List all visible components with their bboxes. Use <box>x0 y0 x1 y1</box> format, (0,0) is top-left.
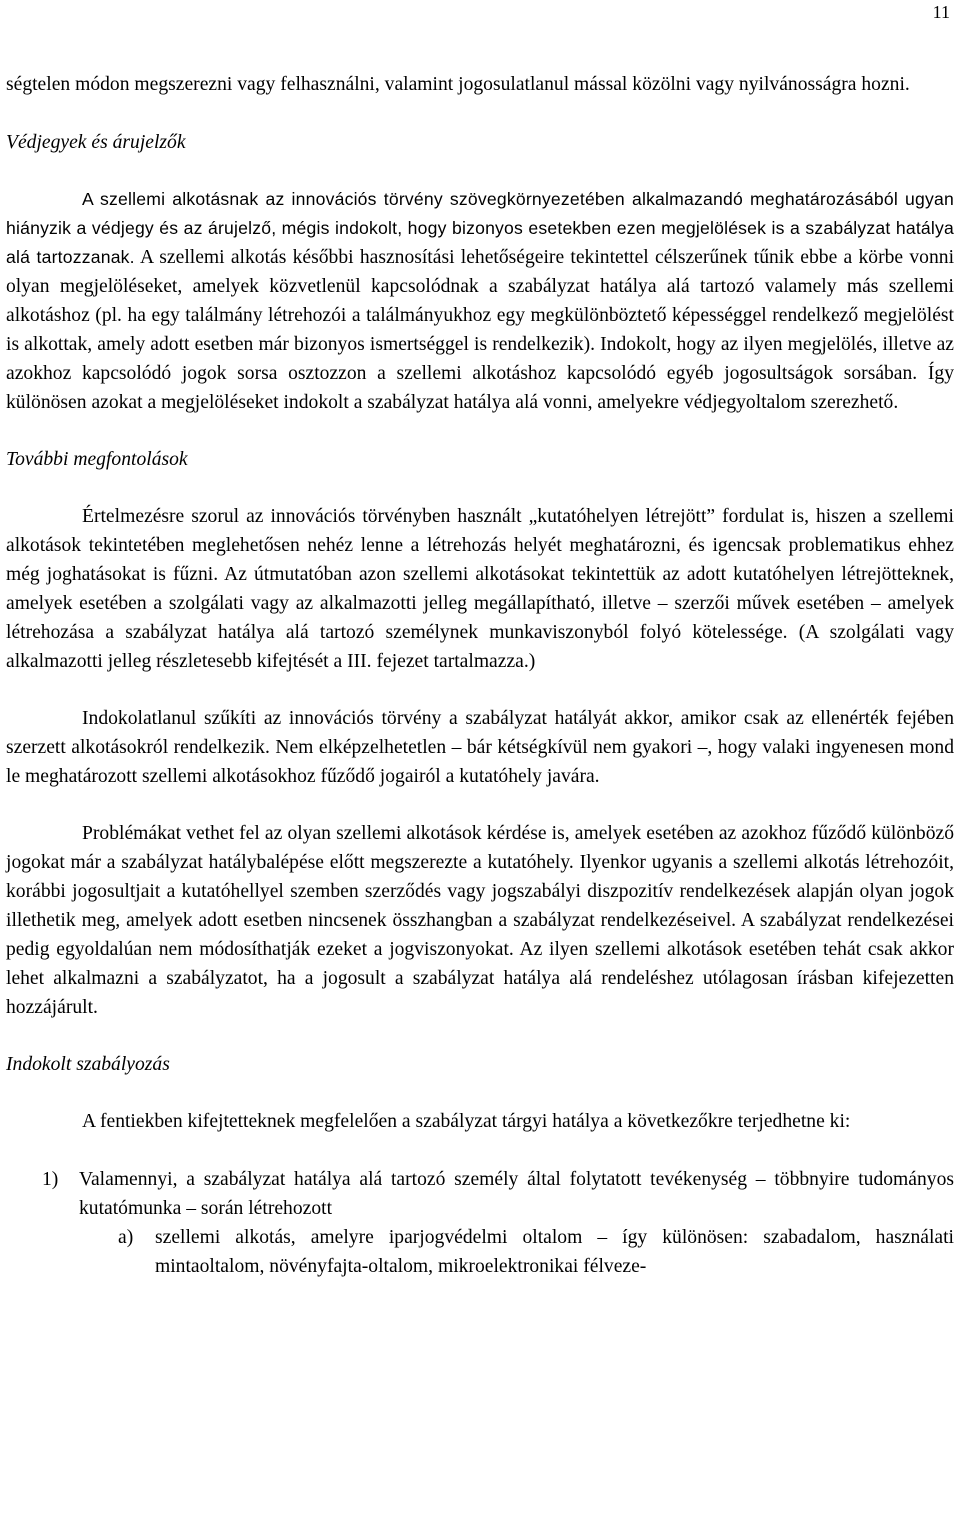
section-heading-trademarks: Védjegyek és árujelzők <box>6 132 186 153</box>
document-body <box>6 70 954 1281</box>
scope-list <box>6 1165 954 1281</box>
paragraph-considerations-1: Értelmezésre szorul az innovációs törvényben használt „kutatóhelyen létrejött” fordulat is, hiszen a szellemi alkotások tekintetében meglehetősen nehéz lenne a létrehozás helyét meghatározni, és igencsak problematikus ehhez még joghatásokat is fűzni. Az útmutatóban azon szellemi alkotásokat tekintettük az adott kutatóhelyen létrejötteknek, amelyek esetében a szolgálati vagy az alkalmazotti jelleg megállapítható, illetve – szerzői művek esetében – amelyek létrehozása a szabályzat hatálya alá tartozó személynek munkaviszonyból folyó kötelessége. (A szolgálati vagy alkalmazotti jelleg részletesebb kifejtését a III. fejezet tartalmazza.) <box>6 506 954 672</box>
paragraph-trademarks <box>6 185 954 417</box>
list-item <box>6 1165 954 1281</box>
list-item-text: Valamennyi, a szabályzat hatálya alá tartozó személy által folytatott tevékenység – többnyire tudományos kutatómunka – során létrehozott <box>79 1169 954 1219</box>
paragraph-regulation: A fentiekben kifejtetteknek megfelelően a szabályzat tárgyi hatálya a következőkre terjedhetne ki: <box>82 1111 851 1132</box>
section-heading-regulation: Indokolt szabályozás <box>6 1054 170 1075</box>
sub-list-marker: a) <box>118 1227 134 1248</box>
intro-paragraph: ségtelen módon megszerezni vagy felhasználni, valamint jogosulatlanul mással közölni vagy nyilvánosságra hozni. <box>6 74 910 95</box>
page-number: 11 <box>932 2 950 22</box>
paragraph-considerations-3: Problémákat vethet fel az olyan szellemi alkotások kérdése is, amelyek esetében az azokhoz fűződő különböző jogokat már a szabályzat hatálybalépése előtt megszerezte a kutatóhely. Ilyenkor ugyanis a szellemi alkotás létrehozóit, korábbi jogosultjait a kutatóhellyel szemben szerződés vagy jogszabályi diszpozitív rendelkezések alapján olyan jogok illethetik meg, amelyek adott esetben nincsenek összhangban a szabályzat rendelkezéseivel. A szabályzat rendelkezései pedig egyoldalúan nem módosíthatják ezeket a jogviszonyokat. Az ilyen szellemi alkotások esetében tehát csak akkor lehet alkalmazni a szabályzatot, ha a jogosult a szabályzat hatálya alá rendeléshez utólagosan írásban kifejezetten hozzájárult. <box>6 823 954 1018</box>
paragraph-considerations-2: Indokolatlanul szűkíti az innovációs törvény a szabályzat hatályát akkor, amikor csak az ellenérték fejében szerzett alkotásokról rendelkezik. Nem elképzelhetetlen – bár kétségkívül nem gyakori –, hogy valaki ingyenesen mond le meghatározott szellemi alkotásokhoz fűződő jogairól a kutatóhely javára. <box>6 708 954 787</box>
section-heading-considerations: További megfontolások <box>6 449 188 470</box>
paragraph-trademarks-part1: A szellemi alkotásnak az innovációs törvény szövegkörnyezetében alkalmazandó meghatározásából ugyan hiányzik a védjegy és az árujelző, mégis indokolt, hogy bizonyos esetekben ezen megjelölések is a szabályzat hatálya alá tartozzanak. <box>6 189 954 267</box>
sub-list-item-text: szellemi alkotás, amelyre iparjogvédelmi oltalom – így különösen: szabadalom, használati mintaoltalom, növényfajta-oltalom, mikroelektronikai félveze- <box>155 1227 954 1277</box>
paragraph-trademarks-part2: A szellemi alkotás későbbi hasznosítási lehetőségeire tekintettel célszerűnek tűnik ebbe a körbe vonni olyan megjelöléseket, amelyek közvetlenül kapcsolódnak a szabályzat hatálya alá tartozó valamely más szellemi alkotáshoz (pl. ha egy találmány létrehozói a találmányukhoz egy megkülönböztető képességgel rendelkező megjelölést is alkottak, amely adott esetben már bizonyos ismertséggel is rendelkezik). Indokolt, hogy az ilyen megjelölés, illetve az azokhoz kapcsolódó jogok sorsa osztozzon a szellemi alkotáshoz kapcsolódó egyéb jogosultságok sorsában. Így különösen azokat a megjelöléseket indokolt a szabályzat hatálya alá vonni, amelyekre védjegyoltalom szerezhető. <box>6 247 955 413</box>
list-marker: 1) <box>42 1169 59 1190</box>
sub-list-item <box>6 1223 954 1281</box>
